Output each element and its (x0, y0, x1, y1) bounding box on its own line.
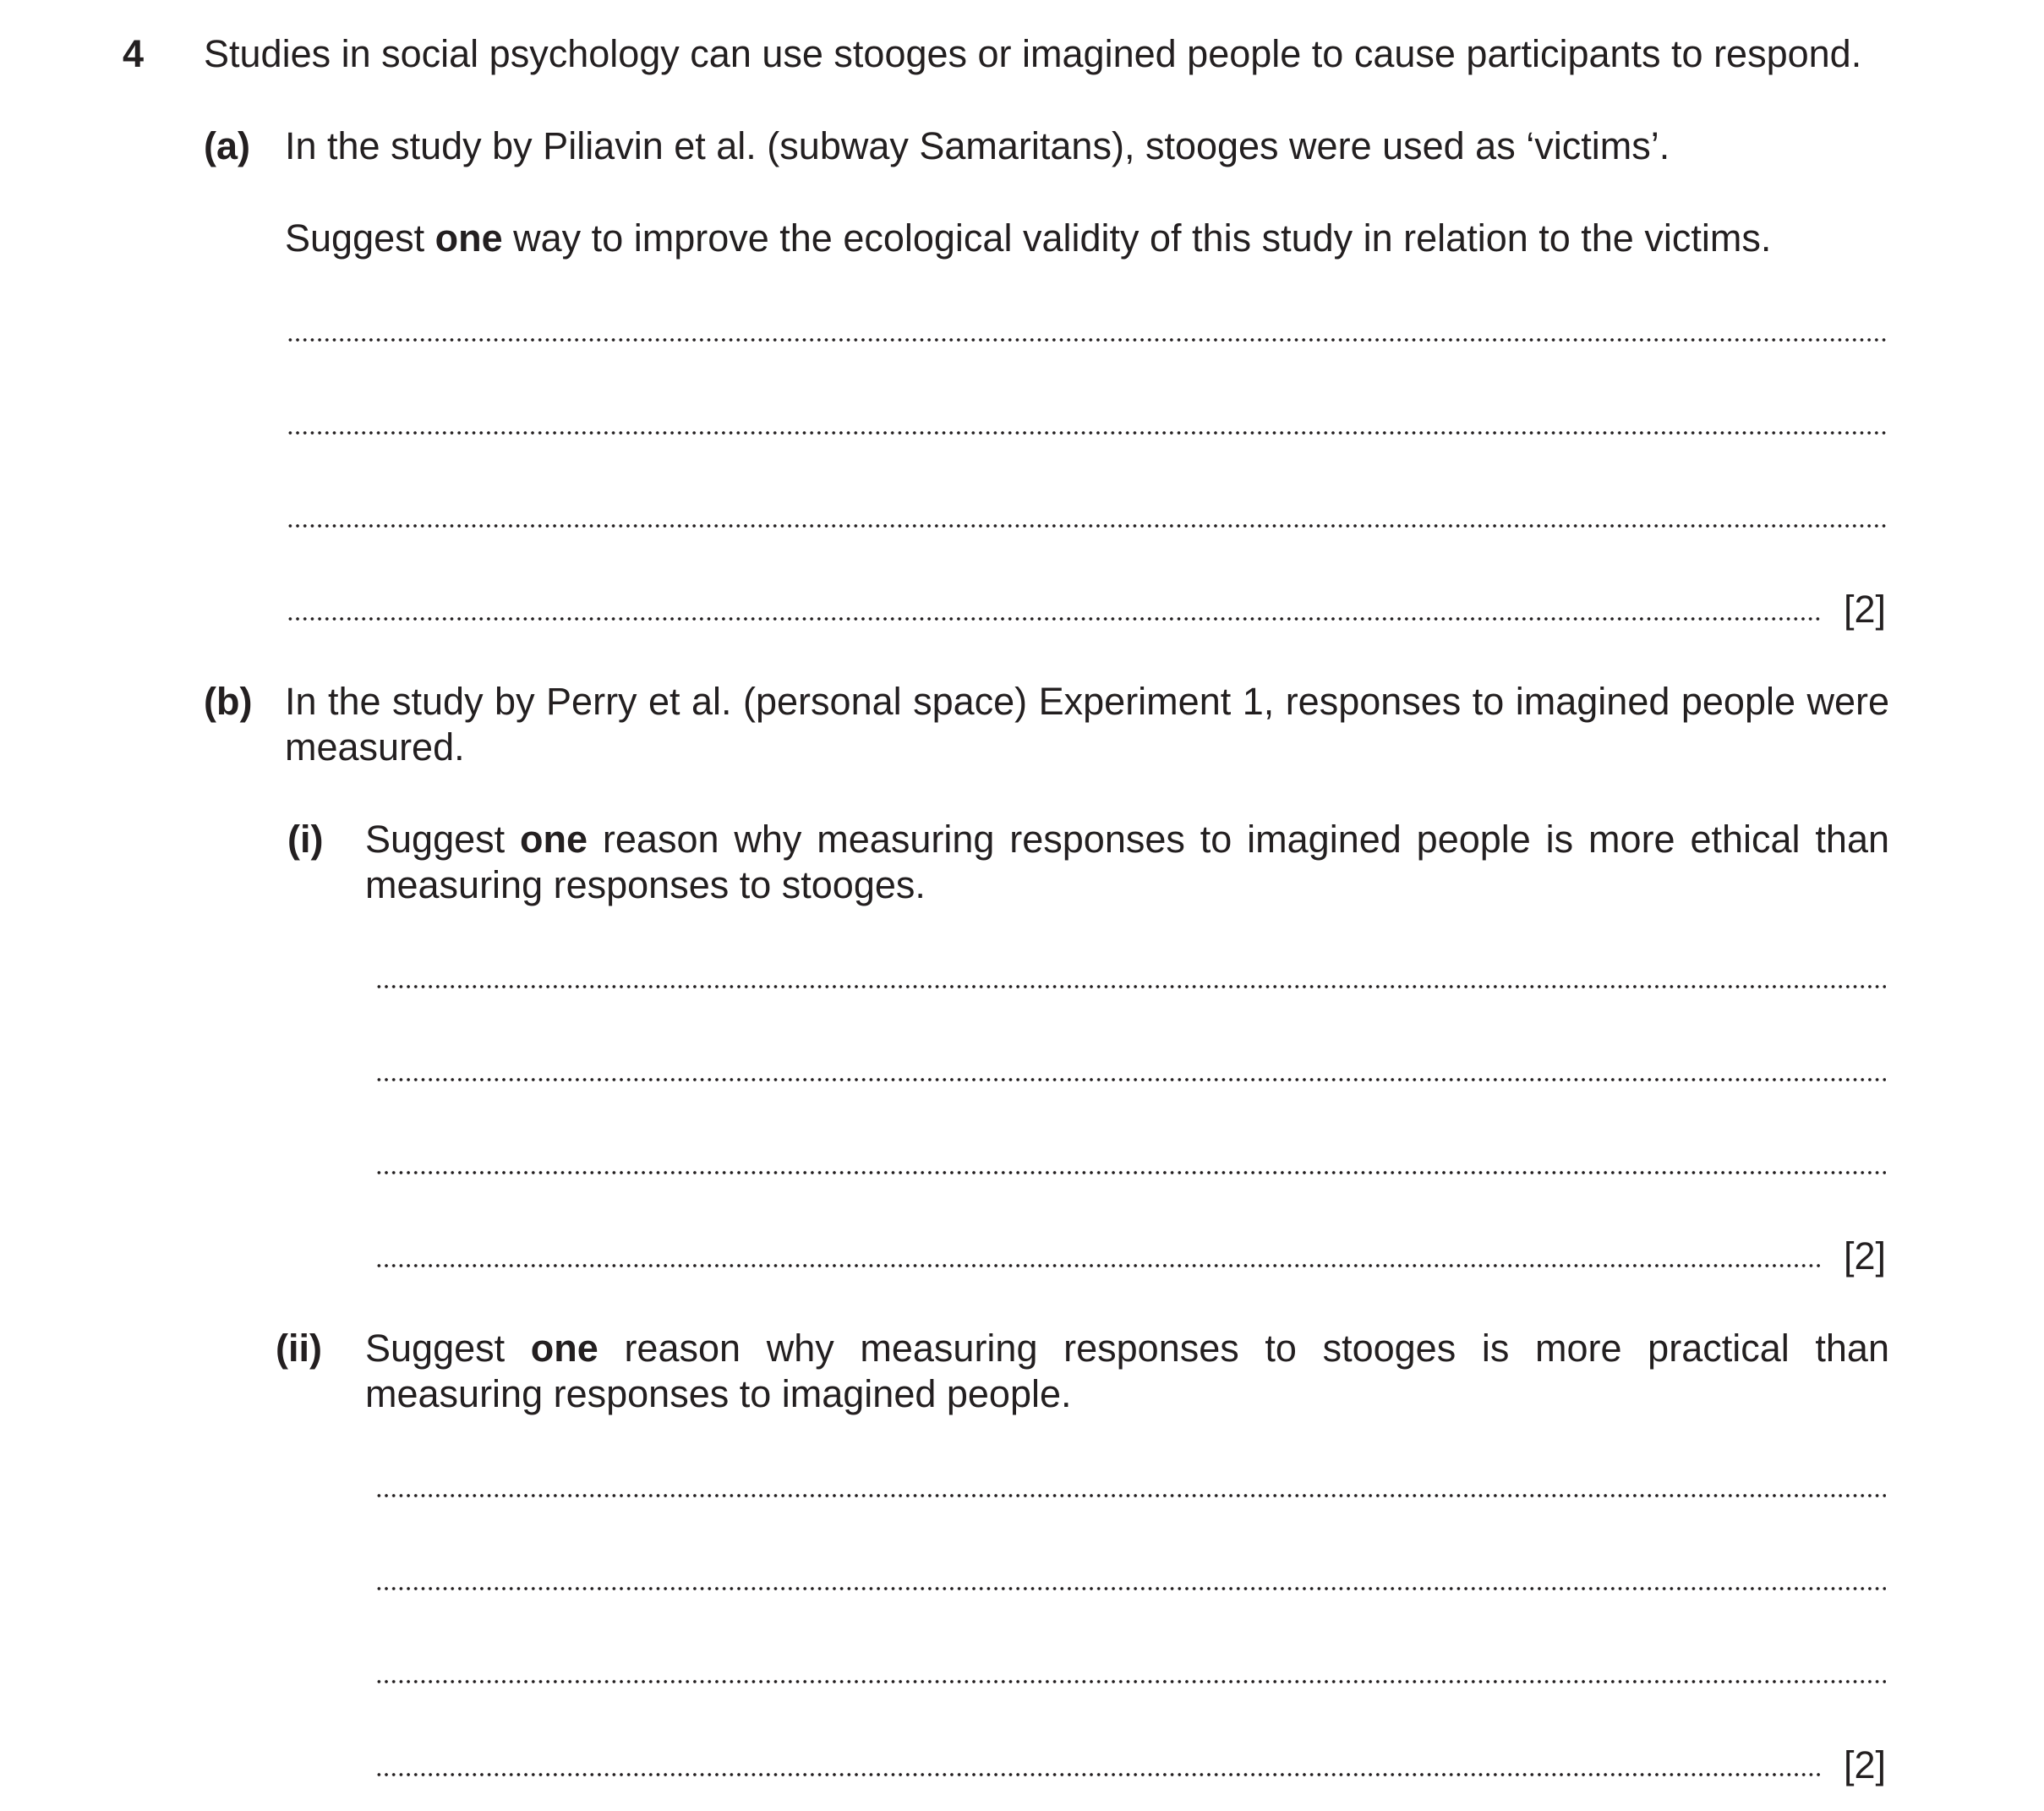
part-b-ii-text-pre: Suggest (365, 1327, 531, 1370)
part-a-label: (a) (204, 124, 250, 167)
question-stem: Studies in social psychology can use stooges or imagined people to cause participants to respond. (204, 32, 1862, 75)
part-b-i-text-post: reason why measuring responses to imagined people is more ethical than measuring responses to stooges. (365, 818, 1889, 906)
part-a-task-pre: Suggest (285, 216, 435, 260)
part-b-i-text (365, 817, 1889, 908)
part-b-ii-answer-line-2[interactable] (375, 1586, 1886, 1591)
part-b-ii-text-post: reason why measuring responses to stooges is more practical than measuring responses to imagined people. (365, 1327, 1889, 1415)
part-b-intro: In the study by Perry et al. (personal space) Experiment 1, responses to imagined people were measured. (285, 680, 1889, 769)
part-b-i-text-emphasis: one (520, 818, 588, 861)
part-b-i-marks: [2] (1844, 1234, 1887, 1278)
part-a-task-post: way to improve the ecological validity of this study in relation to the victims. (502, 216, 1772, 260)
part-b-ii-text (365, 1326, 1889, 1417)
part-b-ii-answer-line-4[interactable] (375, 1772, 1820, 1777)
part-b-ii-answer-line-1[interactable] (375, 1493, 1886, 1498)
part-a-marks: [2] (1844, 588, 1887, 631)
part-a-answer-line-4[interactable] (287, 616, 1820, 621)
part-a-task-emphasis: one (434, 216, 503, 260)
part-b-i-text-pre: Suggest (365, 818, 521, 861)
question-number: 4 (123, 32, 145, 75)
part-a-answer-line-2[interactable] (287, 430, 1886, 435)
part-b-ii-label: (ii) (276, 1327, 322, 1370)
part-b-i-answer-line-3[interactable] (375, 1170, 1886, 1175)
part-a-task (285, 216, 1771, 261)
part-a-answer-line-3[interactable] (287, 523, 1886, 528)
part-b-i-label: (i) (287, 818, 324, 861)
part-a-answer-line-1[interactable] (287, 337, 1886, 342)
part-b-label: (b) (204, 680, 253, 723)
part-b-i-answer-line-2[interactable] (375, 1077, 1886, 1082)
part-b-ii-answer-line-3[interactable] (375, 1679, 1886, 1684)
part-b-i-answer-line-1[interactable] (375, 984, 1886, 989)
part-a-intro: In the study by Piliavin et al. (subway Samaritans), stooges were used as ‘victims’. (285, 124, 1670, 167)
part-b-ii-text-emphasis: one (530, 1327, 598, 1370)
part-b-i-answer-line-4[interactable] (375, 1263, 1820, 1268)
part-b-ii-marks: [2] (1844, 1743, 1887, 1786)
